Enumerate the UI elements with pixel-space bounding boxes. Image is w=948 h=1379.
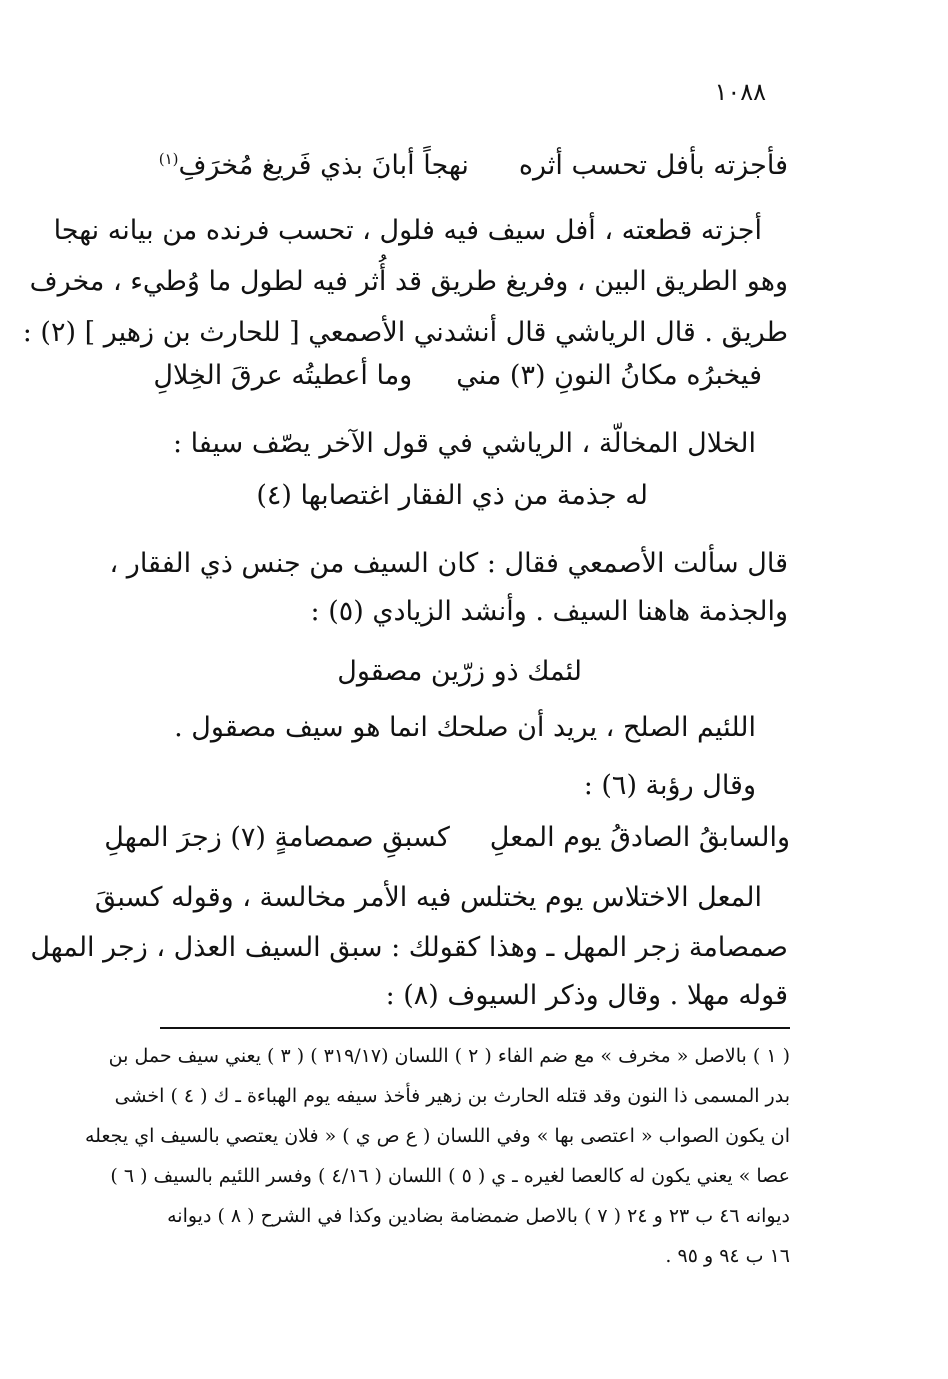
verse-4: لئمك ذو زرّين مصقول	[337, 656, 582, 687]
verse-2	[153, 360, 762, 391]
para-1-line-2: وهو الطريق البين ، وفريغ طريق قد أُثر فيه لطول ما وُطيء ، مخرف	[29, 266, 788, 297]
para-1-line-1: أجزته قطعته ، أفل سيف فيه فلول ، تحسب فرنده من بيانه نهجا	[53, 215, 762, 246]
verse-5	[104, 822, 790, 853]
para-6-line-2: صمصامة زجر المهل ـ وهذا كقولك : سبق السيف العذل ، زجر المهل	[30, 932, 788, 963]
verse-2-hemistich-2: وما أعطيتُه عرقَ الخِلالِ	[153, 360, 413, 391]
footnote-line-6: ١٦ ب ٩٤ و ٩٥ .	[665, 1245, 790, 1267]
para-4: اللئيم الصلح ، يريد أن صلحك انما هو سيف مصقول .	[174, 712, 756, 743]
footnote-line-1: ( ١ ) بالاصل « مخرف » مع ضم الفاء ( ٢ ) اللسان (٣١٩/١٧ ) ( ٣ ) يعني سيف حمل بن	[108, 1045, 790, 1067]
para-6-line-1: المعل الاختلاس يوم يختلس فيه الأمر مخالسة ، وقوله كسبقَ	[94, 882, 762, 913]
para-5: وقال رؤبة (٦) :	[583, 770, 756, 801]
para-2: الخلال المخالّة ، الرياشي في قول الآخر يصّف سيفا :	[172, 428, 756, 459]
verse-1	[159, 150, 788, 181]
footnote-line-3: ان يكون الصواب « اعتصى بها » وفي اللسان ( ع ص ي ) « فلان يعتصي بالسيف اي يجعله	[84, 1125, 790, 1147]
para-6-line-3: قوله مهلا . وقال وذكر السيوف (٨) :	[385, 980, 788, 1011]
para-1-line-3: طريق . قال الرياشي قال أنشدني الأصمعي [ للحارث بن زهير ] (٢) :	[22, 317, 788, 348]
verse-3: له جذمة من ذي الفقار اغتصابها (٤)	[256, 480, 648, 511]
verse-1-hemistich-1: فأجزته بأفل تحسب أثره	[518, 150, 788, 181]
footnote-line-4: عصا » يعني يكون له كالعصا لغيره ـ ي ( ٥ ) اللسان ( ٤/١٦ ) وفسر اللئيم بالسيف ( ٦ )	[110, 1165, 790, 1187]
footnote-divider	[160, 1027, 790, 1029]
para-3-line-2: والجذمة هاهنا السيف . وأنشد الزيادي (٥) :	[310, 596, 788, 627]
footnote-line-5: ديوانه ٤٦ ب ٢٣ و ٢٤ ( ٧ ) بالاصل ضمضامة بضادين وكذا في الشرح ( ٨ ) ديوانه	[167, 1205, 790, 1227]
footnote-line-2: بدر المسمى ذا النون وقد قتله الحارث بن زهير فأخذ سيفه يوم الهباءة ـ ك ( ٤ ) اخشى	[114, 1085, 790, 1107]
page-number: ١٠٨٨	[714, 78, 766, 106]
para-3-line-1: قال سألت الأصمعي فقال : كان السيف من جنس ذي الفقار ،	[109, 548, 788, 579]
verse-1-hemistich-2: نهجاً أبانَ بذي فَريغ مُخرَفِ$^{(١)}$	[158, 150, 469, 181]
verse-5-hemistich-1: والسابقُ الصادقُ يوم المعلِ	[489, 822, 790, 853]
verse-5-hemistich-2: كسبقِ صمصامةٍ (٧) زجرَ المهلِ	[104, 822, 450, 853]
verse-2-hemistich-1: فيخبرُه مكانُ النونِ (٣) مني	[456, 360, 762, 391]
